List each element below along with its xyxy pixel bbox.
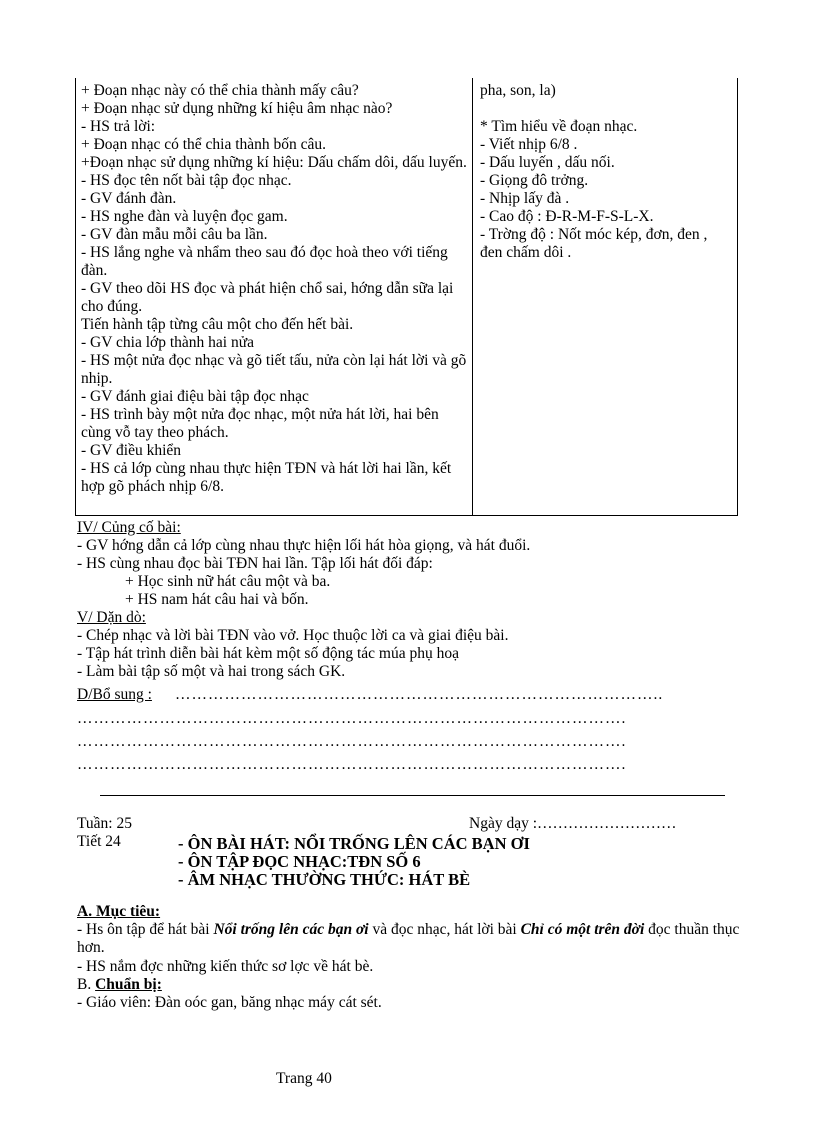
- column-divider: [472, 78, 473, 515]
- dotted-line: ……………………………………………………………………………………….: [77, 733, 627, 750]
- table-line: - HS trình bày một nửa đọc nhạc, một nửa hát lời, hai bên cùng vỗ tay theo phách.: [81, 406, 439, 441]
- teaching-date: Ngày dạy :………………………: [469, 815, 677, 832]
- text-line: - Chép nhạc và lời bài TĐN vào vở. Học thuộc lời ca và giai điệu bài.: [77, 627, 509, 644]
- page-number: Trang 40: [276, 1070, 332, 1087]
- period-label: Tiết 24: [77, 833, 121, 850]
- text-line: + HS nam hát câu hai và bốn.: [125, 591, 309, 608]
- content-column: [480, 82, 732, 262]
- objective-paragraph: [77, 921, 742, 957]
- section-prefix: B.: [77, 976, 96, 993]
- table-line: - Viết nhịp 6/8 .: [480, 136, 578, 153]
- table-line: - HS nghe đàn và luyện đọc gam.: [81, 208, 288, 225]
- bo-sung-label: D/Bổ sung :: [77, 686, 152, 703]
- text-line: - GV hớng dẫn cả lớp cùng nhau thực hiện lối hát hòa giọng, và hát đuổi.: [77, 537, 531, 554]
- spacer: [480, 100, 732, 118]
- text-line: - HS cùng nhau đọc bài TĐN hai lần. Tập lối hát đối đáp:: [77, 555, 433, 572]
- table-line: - HS đọc tên nốt bài tập đọc nhạc.: [81, 172, 292, 189]
- text-line: - Tập hát trình diễn bài hát kèm một số động tác múa phụ hoạ: [77, 645, 459, 662]
- table-line: - GV đàn mẫu mỗi câu ba lần.: [81, 226, 268, 243]
- dotted-line: ……………………………………………………………………………..: [175, 686, 664, 703]
- table-line: - Nhịp lấy đà .: [480, 190, 570, 207]
- objective-text: và đọc nhạc, hát lời bài: [368, 921, 521, 938]
- section-heading-muc-tieu: A. Mục tiêu:: [77, 903, 161, 920]
- table-line: - GV đánh đàn.: [81, 190, 177, 207]
- table-line: - GV chia lớp thành hai nửa: [81, 334, 254, 351]
- table-line: pha, son, la): [480, 82, 556, 99]
- text-line: + Học sinh nữ hát câu một và ba.: [125, 573, 331, 590]
- text-line: - HS nắm đợc những kiến thức sơ lợc về hát bè.: [77, 958, 374, 975]
- lesson-table: [75, 78, 738, 516]
- table-line: - HS cả lớp cùng nhau thực hiện TĐN và hát lời hai lần, kết hợp gõ phách nhịp 6/8.: [81, 460, 452, 495]
- table-line: +Đoạn nhạc sử dụng những kí hiệu: Dấu chấm dôi, dấu luyến.: [81, 154, 467, 171]
- table-line: - GV theo dõi HS đọc và phát hiện chổ sai, hớng dẫn sữa lại cho đúng.: [81, 280, 454, 315]
- table-line: + Đoạn nhạc sử dụng những kí hiệu âm nhạc nào?: [81, 100, 393, 117]
- lesson-title: - ÂM NHẠC THƯỜNG THỨC: HÁT BÈ: [178, 870, 471, 889]
- lesson-title: - ÔN BÀI HÁT: NỔI TRỐNG LÊN CÁC BẠN ƠI: [178, 834, 530, 853]
- week-label: Tuần: 25: [77, 815, 132, 832]
- table-line: - HS trả lời:: [81, 118, 156, 135]
- section-heading-dan-do: V/ Dặn dò:: [77, 609, 146, 626]
- section-heading-cung-co: IV/ Củng cố bài:: [77, 519, 181, 536]
- song-title: Chỉ có một trên đời: [520, 921, 645, 938]
- table-line: - Cao độ : Đ-R-M-F-S-L-X.: [480, 208, 654, 225]
- section-heading-chuan-bi: [77, 976, 162, 994]
- table-line: - Dấu luyến , dấu nối.: [480, 154, 615, 171]
- song-title: Nổi trống lên các bạn ơi: [213, 921, 369, 938]
- text-line: - Làm bài tập số một và hai trong sách GK.: [77, 663, 346, 680]
- table-line: Tiến hành tập từng câu một cho đến hết bài.: [81, 316, 354, 333]
- dotted-line: ……………………………………………………………………………………….: [77, 756, 627, 773]
- table-line: + Đoạn nhạc này có thể chia thành mấy câu?: [81, 82, 359, 99]
- objective-text: đọc thuần thục hơn.: [77, 921, 740, 956]
- table-line: - GV đánh giai điệu bài tập đọc nhạc: [81, 388, 309, 405]
- dotted-line: ……………………………………………………………………………………….: [77, 710, 627, 727]
- text-line: - Giáo viên: Đàn oóc gan, băng nhạc máy cát sét.: [77, 994, 382, 1011]
- table-line: - HS lắng nghe và nhẩm theo sau đó đọc hoà theo với tiếng đàn.: [81, 244, 448, 279]
- table-line: - HS một nửa đọc nhạc và gõ tiết tấu, nửa còn lại hát lời và gõ nhịp.: [81, 352, 467, 387]
- horizontal-rule: [100, 795, 725, 796]
- section-title: Chuẩn bị:: [95, 976, 162, 993]
- table-line: - GV điều khiển: [81, 442, 182, 459]
- teacher-student-column: [81, 82, 469, 496]
- table-line: * Tìm hiểu về đoạn nhạc.: [480, 118, 638, 135]
- table-line: - Trờng độ : Nốt móc kép, đơn, đen , đen chấm dôi .: [480, 226, 708, 261]
- lesson-title: - ÔN TẬP ĐỌC NHẠC:TĐN SỐ 6: [178, 852, 421, 871]
- objective-text: - Hs ôn tập để hát bài: [77, 921, 214, 938]
- table-line: - Giọng đô trởng.: [480, 172, 589, 189]
- table-line: + Đoạn nhạc có thể chia thành bốn câu.: [81, 136, 327, 153]
